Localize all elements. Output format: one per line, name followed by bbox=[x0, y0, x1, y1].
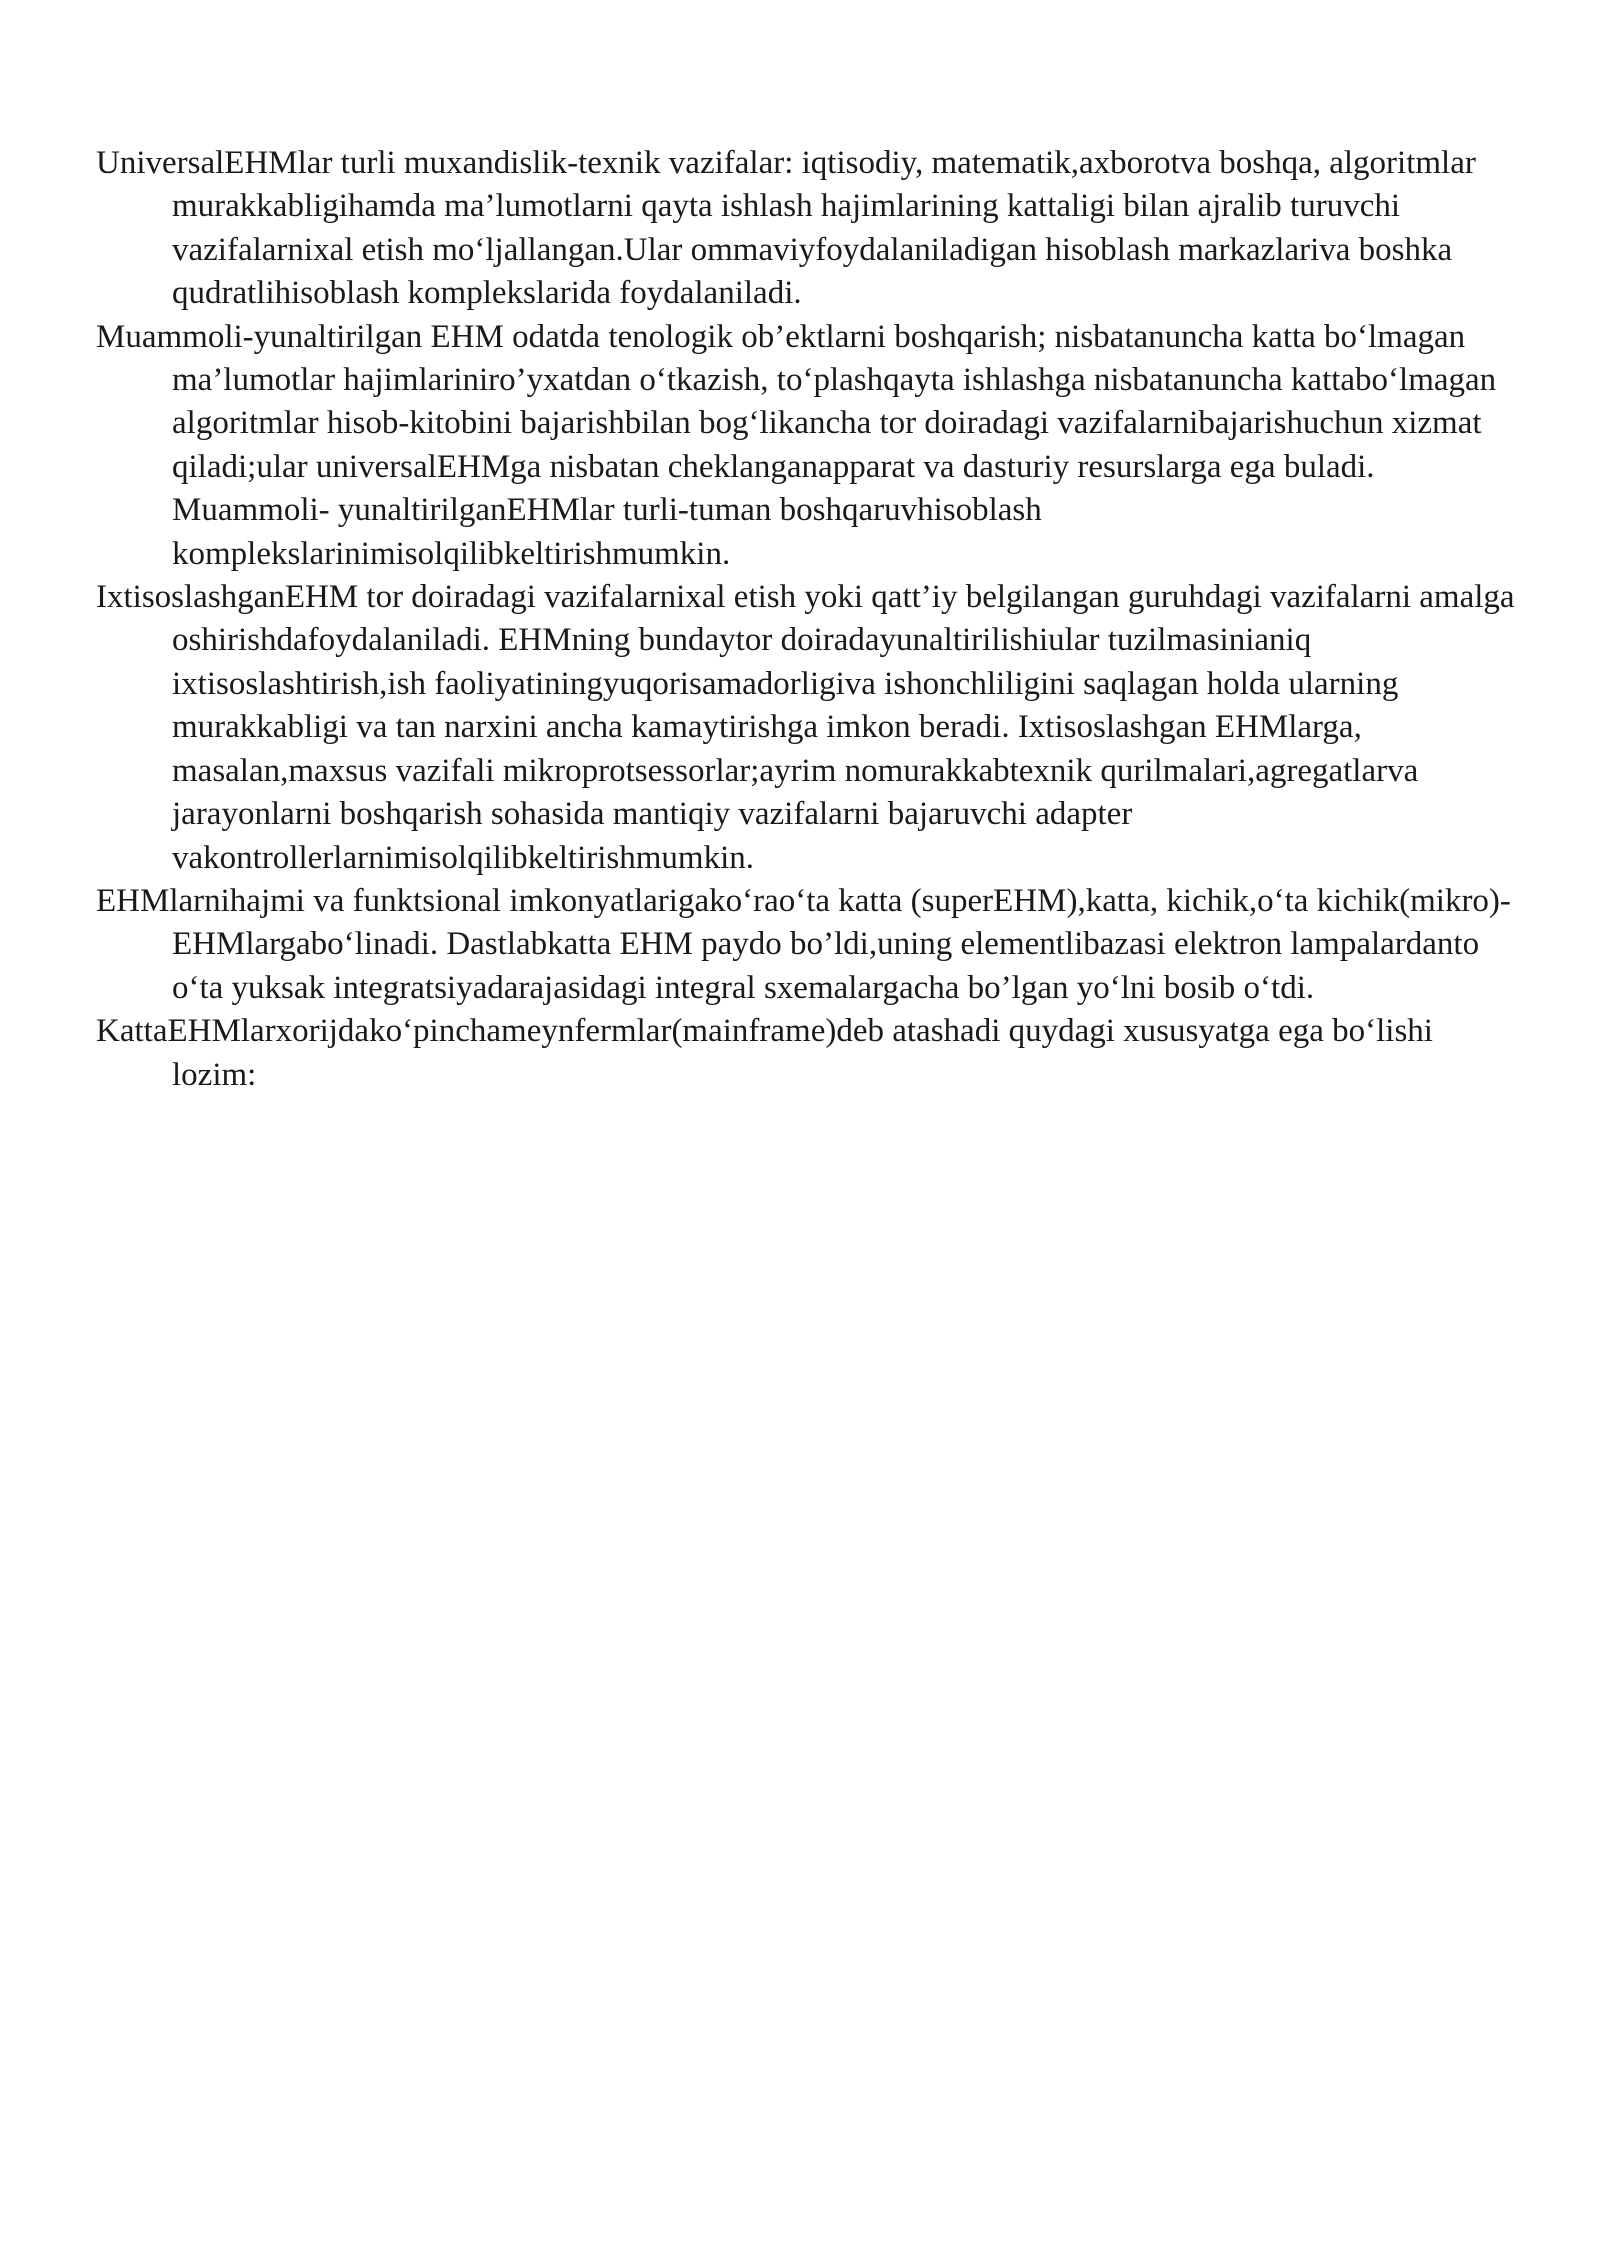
paragraph-problem-oriented-ehm: Muammoli-yunaltirilgan EHM odatda tenologik ob’ektlarni boshqarish; nisbatanuncha katta bo‘lmagan ma’lumotlar hajimlariniro’yxatdan o‘tkazish, to‘plashqayta ishlashga nisbatanuncha kattabo‘lmagan algoritmlar hisob-kitobini bajarishbilan bog‘likancha tor doiradagi vazifalarnibajarishuchun xizmat qiladi;ular universalEHMga nisbatan cheklanganapparat va dasturiy resurslarga ega buladi. Muammoli- yunaltirilganEHMlar turli-tuman boshqaruvhisoblash komplekslarinimisolqilibkeltirishmumkin. bbox=[96, 318, 1497, 572]
paragraph-specialized-ehm: IxtisoslashganEHM tor doiradagi vazifalarnixal etish yoki qatt’iy belgilangan guruhdagi vazifalarni amalga oshirishdafoydalaniladi. EHMning bundaytor doiradayunaltirilishiular tuzilmasinianiq ixtisoslashtirish,ish faoliyatiningyuqorisamadorligiva ishonchliligini saqlagan holda ularning murakkabligi va tan narxini ancha kamaytirishga imkon beradi. Ixtisoslashgan EHMlarga, masalan,maxsus vazifali mikroprotsessorlar;ayrim nomurakkabtexnik qurilmalari,agregatlarva jarayonlarni boshqarish sohasida mantiqiy vazifalarni bajaruvchi adapter vakontrollerlarnimisolqilibkeltirishmumkin. bbox=[96, 579, 1515, 876]
paragraph-ehm-size-classes: EHMlarnihajmi va funktsional imkonyatlarigako‘rao‘ta katta (superEHM),katta, kichik,o‘ta kichik(mikro)-EHMlargabo‘linadi. Dastlabkatta EHM paydo bo’ldi,uning elementlibazasi elektron lampalardanto o‘ta yuksak integratsiyadarajasidagi integral sxemalargacha bo’lgan yo‘lni bosib o‘tdi. bbox=[96, 882, 1511, 1006]
paragraph-mainframes: KattaEHMlarxorijdako‘pinchameynfermlar(mainframe)deb atashadi quydagi xususyatga ega bo‘lishi lozim: bbox=[96, 1013, 1433, 1093]
document-body bbox=[96, 142, 1516, 1097]
paragraph-universal-ehm: UniversalEHMlar turli muxandislik-texnik vazifalar: iqtisodiy, matematik,axborotva boshqa, algoritmlar murakkabligihamda ma’lumotlarni qayta ishlash hajimlarining kattaligi bilan ajralib turuvchi vazifalarnixal etish mo‘ljallangan.Ular ommaviyfoydalaniladigan hisoblash markazlariva boshka qudratlihisoblash komplekslarida foydalaniladi. bbox=[96, 145, 1476, 312]
